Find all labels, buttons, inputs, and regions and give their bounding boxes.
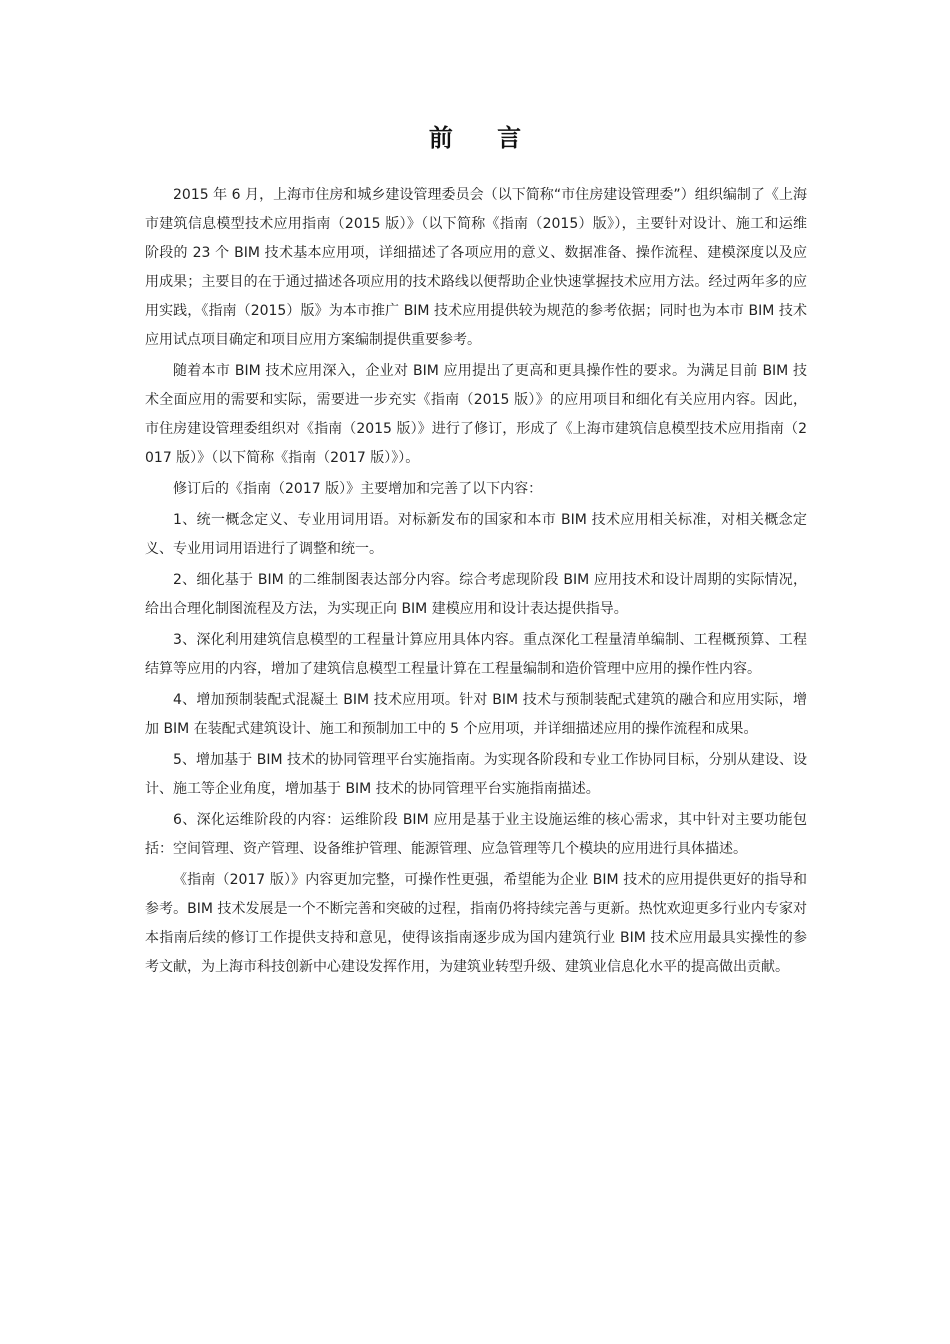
paragraph-7: 4、增加预制装配式混凝土 BIM 技术应用项。针对 BIM 技术与预制装配式建筑的融合和应用实际，增加 BIM 在装配式建筑设计、施工和预制加工中的 5 个应用项，并详细描述应用的操作流程和成果。 — [145, 692, 807, 737]
document-body — [145, 181, 807, 984]
paragraph-5: 2、细化基于 BIM 的二维制图表达部分内容。综合考虑现阶段 BIM 应用技术和设计周期的实际情况，给出合理化制图流程及方法，为实现正向 BIM 建模应用和设计表达提供指导。 — [145, 572, 807, 617]
paragraph-1: 2015 年 6 月，上海市住房和城乡建设管理委员会（以下简称“市住房建设管理委”）组织编制了《上海市建筑信息模型技术应用指南（2015 版）》（以下简称《指南（2015）版》），主要针对设计、施工和运维阶段的 23 个 BIM 技术基本应用项，详细描述了各项应用的意义、数据准备、操作流程、建模深度以及应用成果；主要目的在于通过描述各项应用的技术路线以便帮助企业快速掌握技术应用方法。经过两年多的应用实践，《指南（2015）版》为本市推广 BIM 技术应用提供较为规范的参考依据；同时也为本市 BIM 技术应用试点项目确定和项目应用方案编制提供重要参考。 — [145, 187, 807, 348]
paragraph-9: 6、深化运维阶段的内容：运维阶段 BIM 应用是基于业主设施运维的核心需求，其中针对主要功能包括：空间管理、资产管理、设备维护管理、能源管理、应急管理等几个模块的应用进行具体描述。 — [145, 812, 807, 857]
paragraph-8: 5、增加基于 BIM 技术的协同管理平台实施指南。为实现各阶段和专业工作协同目标，分别从建设、设计、施工等企业角度，增加基于 BIM 技术的协同管理平台实施指南描述。 — [145, 752, 807, 797]
page-title: 前 言 — [428, 124, 540, 152]
paragraph-10: 《指南（2017 版）》内容更加完整，可操作性更强，希望能为企业 BIM 技术的应用提供更好的指导和参考。BIM 技术发展是一个不断完善和突破的过程，指南仍将持续完善与更新。热忱欢迎更多行业内专家对本指南后续的修订工作提供支持和意见，使得该指南逐步成为国内建筑行业 BIM 技术应用最具实操性的参考文献，为上海市科技创新中心建设发挥作用，为建筑业转型升级、建筑业信息化水平的提高做出贡献。 — [145, 872, 807, 975]
paragraph-6: 3、深化利用建筑信息模型的工程量计算应用具体内容。重点深化工程量清单编制、工程概预算、工程结算等应用的内容，增加了建筑信息模型工程量计算在工程量编制和造价管理中应用的操作性内容。 — [145, 632, 807, 677]
paragraph-2: 随着本市 BIM 技术应用深入，企业对 BIM 应用提出了更高和更具操作性的要求。为满足目前 BIM 技术全面应用的需要和实际，需要进一步充实《指南（2015 版）》的应用项目和细化有关应用内容。因此，市住房建设管理委组织对《指南（2015 版）》进行了修订，形成了《上海市建筑信息模型技术应用指南（2017 版）》（以下简称《指南（2017 版）》）。 — [145, 363, 807, 466]
paragraph-3: 修订后的《指南（2017 版）》主要增加和完善了以下内容： — [173, 481, 543, 497]
paragraph-4: 1、统一概念定义、专业用词用语。对标新发布的国家和本市 BIM 技术应用相关标准，对相关概念定义、专业用词用语进行了调整和统一。 — [145, 512, 807, 557]
